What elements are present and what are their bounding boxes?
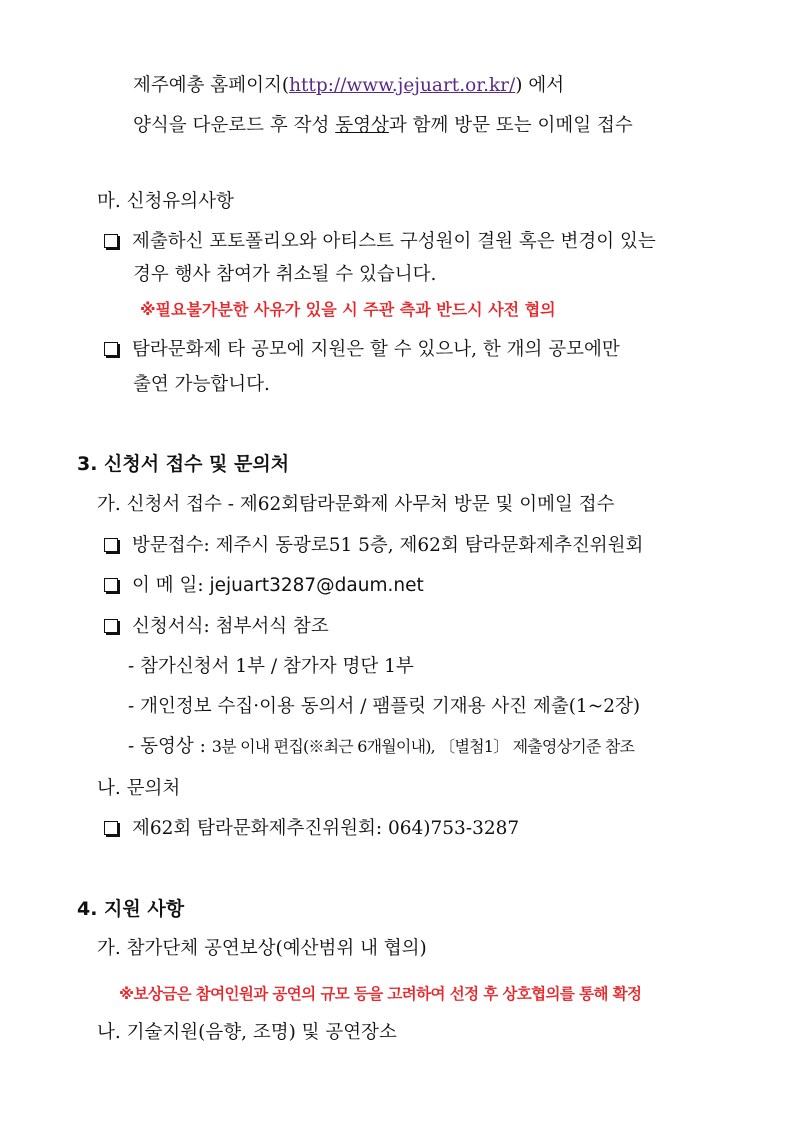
checkbox-square-icon	[104, 538, 118, 552]
intro-line-2	[133, 113, 633, 139]
ma-item-1-text: 제출하신 포토폴리오와 아티스트 구성원이 결원 혹은 변경이 있는	[132, 231, 656, 252]
s3-dash-1: - 참가신청서 1부 / 참가자 명단 1부	[128, 656, 414, 677]
s3-dash-3	[128, 734, 634, 760]
checkbox-square-icon	[104, 234, 118, 248]
s3-dash-2: - 개인정보 수집·이용 동의서 / 팸플릿 기재용 사진 제출(1~2장)	[128, 696, 641, 717]
section-ma-title: 마. 신청유의사항	[97, 191, 234, 212]
ma-note: ※필요불가분한 사유가 있을 시 주관 측과 반드시 사전 협의	[140, 300, 556, 319]
s3-ga: 가. 신청서 접수 - 제62회탐라문화제 사무처 방문 및 이메일 접수	[97, 494, 615, 515]
checkbox-square-icon	[104, 619, 118, 633]
s3-form-text: 신청서식: 첨부서식 참조	[132, 616, 329, 637]
s4-na: 나. 기술지원(음향, 조명) 및 공연장소	[97, 1022, 397, 1043]
s3-form	[104, 614, 329, 640]
ma-item-2-text: 탐라문화제 타 공모에 지원은 할 수 있으나, 한 개의 공모에만	[132, 339, 620, 360]
intro-text-d: 과 함께 방문 또는 이메일 접수	[388, 115, 633, 136]
s3-email-label: 이 메 일:	[132, 575, 204, 596]
ma-item-1-cont: 경우 행사 참여가 취소될 수 있습니다.	[133, 264, 437, 285]
s3-na: 나. 문의처	[97, 778, 181, 799]
s4-note: ※보상금은 참여인원과 공연의 규모 등을 고려하여 선정 후 상호협의를 통해 확정	[119, 985, 642, 1003]
s3-visit-text: 방문접수: 제주시 동광로51 5층, 제62회 탐라문화제추진위원회	[132, 535, 644, 556]
ma-item-2	[104, 337, 620, 363]
s3-dash-3-b: 3분 이내 편집(※최근 6개월이내), 〔별첨1〕 제출영상기준 참조	[211, 737, 635, 756]
s3-email-address[interactable]: jejuart3287@daum.net	[209, 575, 424, 596]
s3-email	[104, 573, 424, 599]
checkbox-square-icon	[104, 821, 118, 835]
intro-line-1	[133, 73, 564, 99]
checkbox-square-icon	[104, 578, 118, 592]
intro-text-a: 제주예총 홈페이지(	[133, 75, 290, 96]
s3-contact	[104, 816, 519, 842]
intro-text-b: ) 에서	[515, 75, 565, 96]
homepage-link[interactable]: http://www.jejuart.or.kr/	[289, 75, 516, 96]
checkbox-square-icon	[104, 342, 118, 356]
section-3-heading: 3. 신청서 접수 및 문의처	[77, 453, 290, 475]
section-4-heading: 4. 지원 사항	[77, 898, 185, 920]
s3-contact-text: 제62회 탐라문화제추진위원회: 064)753-3287	[132, 818, 520, 839]
s3-dash-3-a: - 동영상 :	[128, 736, 212, 757]
s3-visit	[104, 533, 643, 559]
intro-text-c: 양식을 다운로드 후 작성	[133, 115, 336, 136]
ma-item-1	[104, 229, 656, 255]
s4-ga: 가. 참가단체 공연보상(예산범위 내 협의)	[97, 938, 427, 959]
video-underlined: 동영상	[335, 115, 389, 136]
ma-item-2-cont: 출연 가능합니다.	[133, 374, 270, 395]
